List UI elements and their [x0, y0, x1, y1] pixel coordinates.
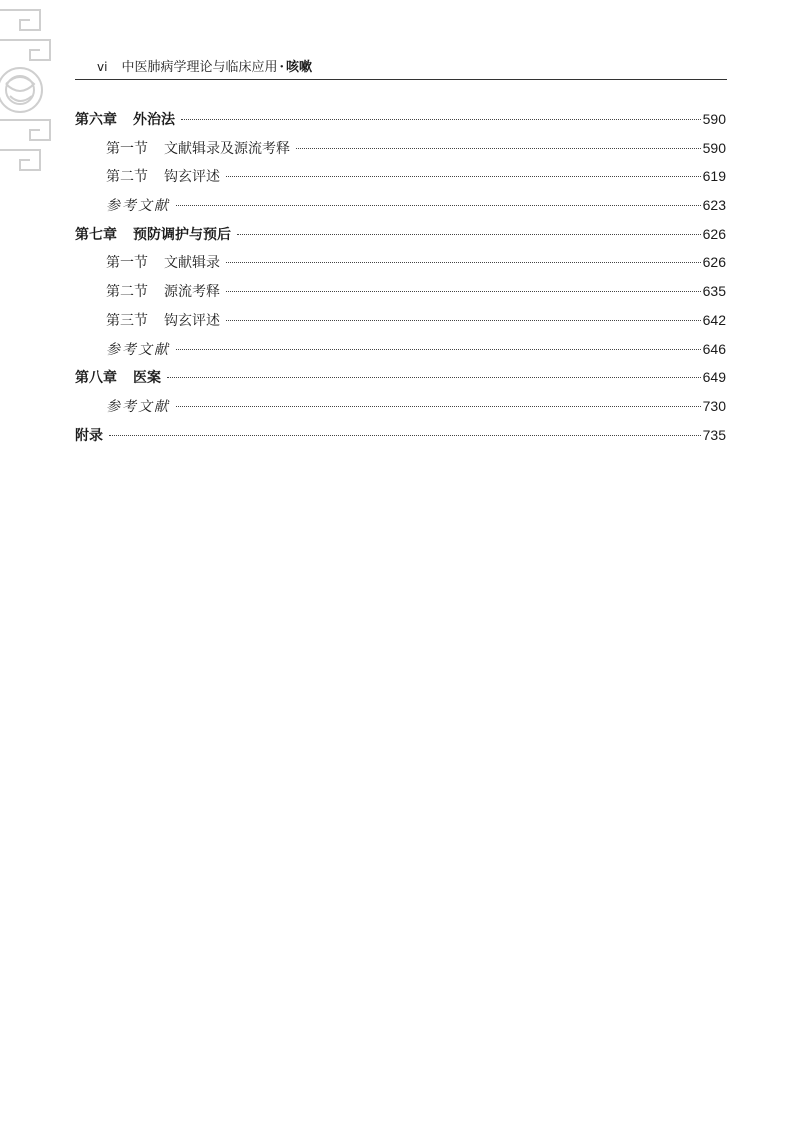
- toc-page: 623: [702, 197, 726, 214]
- toc-number: 第二节: [106, 284, 148, 301]
- dot-leader: [226, 320, 701, 321]
- toc-page: 626: [702, 225, 726, 242]
- toc-section[interactable]: [75, 248, 726, 277]
- toc-chapter-7[interactable]: [75, 220, 726, 249]
- toc-title: 外治法: [133, 112, 175, 128]
- toc-chapter-8[interactable]: [75, 363, 726, 392]
- toc-title: 参考文献: [106, 341, 170, 358]
- toc-page: 619: [702, 168, 726, 185]
- toc-title: 文献辑录及源流考释: [164, 140, 290, 157]
- toc-page: 590: [702, 139, 726, 156]
- dot-leader: [226, 176, 701, 177]
- toc-section[interactable]: [75, 277, 726, 306]
- toc-title: 文献辑录: [164, 255, 220, 272]
- toc-title: 钩玄评述: [164, 312, 220, 329]
- decorative-fret-ornament-icon: [0, 0, 70, 175]
- dot-leader: [109, 435, 701, 436]
- toc-section[interactable]: [75, 306, 726, 335]
- page-folio: vi: [97, 60, 108, 74]
- toc-number: 第七章: [75, 226, 117, 243]
- toc-number: 第六章: [75, 112, 117, 128]
- toc-page: 590: [702, 111, 726, 127]
- toc-number: 第一节: [106, 140, 148, 157]
- toc-page: 649: [702, 369, 726, 386]
- dot-leader: [226, 262, 701, 263]
- toc-page: 735: [702, 426, 726, 443]
- toc-references[interactable]: [75, 191, 726, 220]
- toc-title: 源流考释: [164, 284, 220, 301]
- dot-leader: [167, 377, 701, 378]
- toc-title: 钩玄评述: [164, 169, 220, 186]
- toc-title: 参考文献: [106, 398, 170, 415]
- toc-page: 646: [702, 340, 726, 357]
- toc-chapter-6[interactable]: [75, 105, 726, 134]
- toc-section[interactable]: [75, 162, 726, 191]
- toc-title: 预防调护与预后: [133, 226, 231, 243]
- running-head: [75, 56, 727, 78]
- toc-page: 730: [702, 397, 726, 414]
- book-title: 中医肺病学理论与临床应用: [121, 60, 278, 75]
- toc-appendix[interactable]: [75, 421, 726, 450]
- toc-title: 附录: [75, 427, 103, 444]
- toc-page: 642: [702, 311, 726, 328]
- toc-page: 626: [702, 254, 726, 271]
- toc-page: 635: [702, 283, 726, 300]
- dot-leader: [176, 205, 701, 206]
- dot-leader: [176, 349, 701, 350]
- toc-number: 第二节: [106, 169, 148, 186]
- dot-leader: [181, 119, 701, 120]
- dot-leader: [237, 234, 701, 235]
- title-separator: ·: [279, 60, 284, 75]
- toc-title: 医案: [133, 370, 161, 387]
- toc-number: 第八章: [75, 370, 117, 387]
- dot-leader: [296, 148, 701, 149]
- toc-section[interactable]: [75, 134, 726, 163]
- toc-references[interactable]: [75, 335, 726, 364]
- dot-leader: [226, 291, 701, 292]
- toc-references[interactable]: [75, 392, 726, 421]
- toc-title: 参考文献: [106, 198, 170, 215]
- header-rule: [75, 79, 727, 80]
- book-subtitle: 咳嗽: [285, 60, 312, 75]
- toc-number: 第三节: [106, 312, 148, 329]
- table-of-contents: [75, 105, 726, 449]
- dot-leader: [176, 406, 701, 407]
- toc-number: 第一节: [106, 255, 148, 272]
